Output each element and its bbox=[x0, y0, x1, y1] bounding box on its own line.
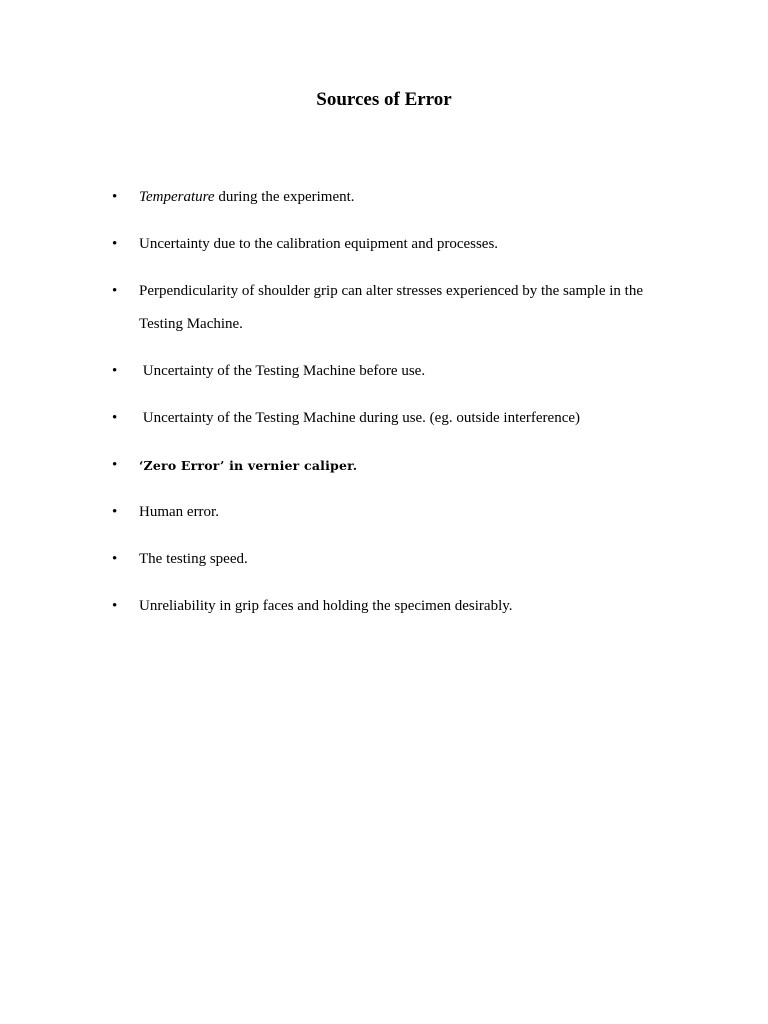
bullet-icon: • bbox=[112, 236, 118, 252]
bullet-icon: • bbox=[112, 283, 118, 299]
bullet-icon: • bbox=[112, 551, 118, 567]
bullet-icon: • bbox=[112, 363, 118, 379]
list-item-text bbox=[139, 181, 692, 214]
list-item-text: Uncertainty of the Testing Machine before use. bbox=[139, 363, 426, 379]
bullet-icon: • bbox=[112, 457, 118, 473]
list-item-text-rest: during the experiment. bbox=[214, 189, 355, 205]
bullet-icon: • bbox=[112, 410, 118, 426]
list-item-text bbox=[139, 275, 692, 341]
list-item-text: Uncertainty due to the calibration equipment and processes. bbox=[139, 236, 499, 252]
list-item-text: Human error. bbox=[139, 504, 219, 520]
list-item-text: ‘Zero Error’ in vernier caliper. bbox=[139, 458, 358, 473]
bullet-icon: • bbox=[112, 189, 118, 205]
list-item-text: The testing speed. bbox=[139, 551, 248, 567]
page-title: Sources of Error bbox=[316, 89, 452, 110]
list-item-text-line1: Perpendicularity of shoulder grip can alter stresses experienced by the sample in the bbox=[139, 283, 643, 299]
list-item-text: Unreliability in grip faces and holding the specimen desirably. bbox=[139, 598, 513, 614]
bullet-icon: • bbox=[112, 598, 118, 614]
emphasis-text: Temperature bbox=[139, 189, 215, 205]
list-item-text-line2: Testing Machine. bbox=[139, 316, 243, 332]
bullet-icon: • bbox=[112, 504, 118, 520]
list-item-text: Uncertainty of the Testing Machine during use. (eg. outside interference) bbox=[139, 410, 581, 426]
